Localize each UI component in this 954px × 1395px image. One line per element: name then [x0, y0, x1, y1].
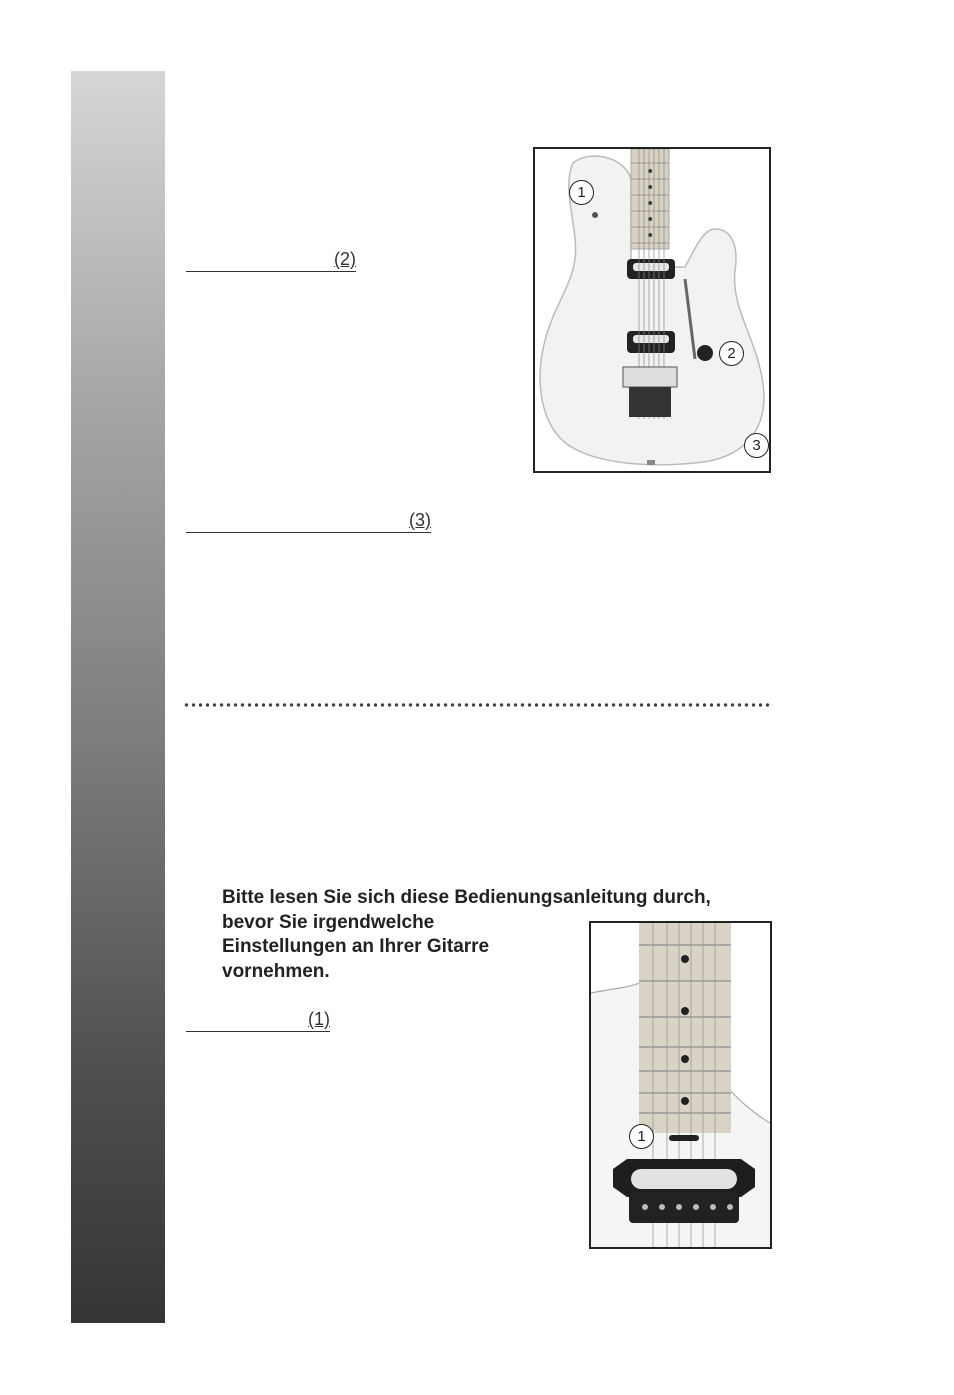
callout-1: 1: [569, 180, 594, 205]
reference-label-1: (1): [308, 1009, 330, 1029]
reference-label-3: (3): [409, 510, 431, 530]
callout-1-closeup: 1: [629, 1124, 654, 1149]
callout-3: 3: [744, 433, 769, 458]
decorative-sidebar-bar: [71, 71, 165, 1323]
callout-2: 2: [719, 341, 744, 366]
guitar-closeup-illustration: [591, 923, 770, 1247]
guitar-closeup-photo: [589, 921, 772, 1249]
notice-line-4: vornehmen.: [222, 960, 330, 982]
reference-line-2: [186, 249, 356, 272]
reference-line-3: [186, 510, 431, 533]
dotted-divider: [183, 702, 773, 708]
reference-line-1: [186, 1009, 330, 1032]
notice-line-1: Bitte lesen Sie sich diese Bedienungsanleitung durch,: [222, 887, 711, 908]
notice-line-2: bevor Sie irgendwelche: [222, 911, 435, 933]
guitar-body-photo: [533, 147, 771, 473]
notice-line-3: Einstellungen an Ihrer Gitarre: [222, 936, 490, 957]
reference-label-2: (2): [334, 249, 356, 269]
